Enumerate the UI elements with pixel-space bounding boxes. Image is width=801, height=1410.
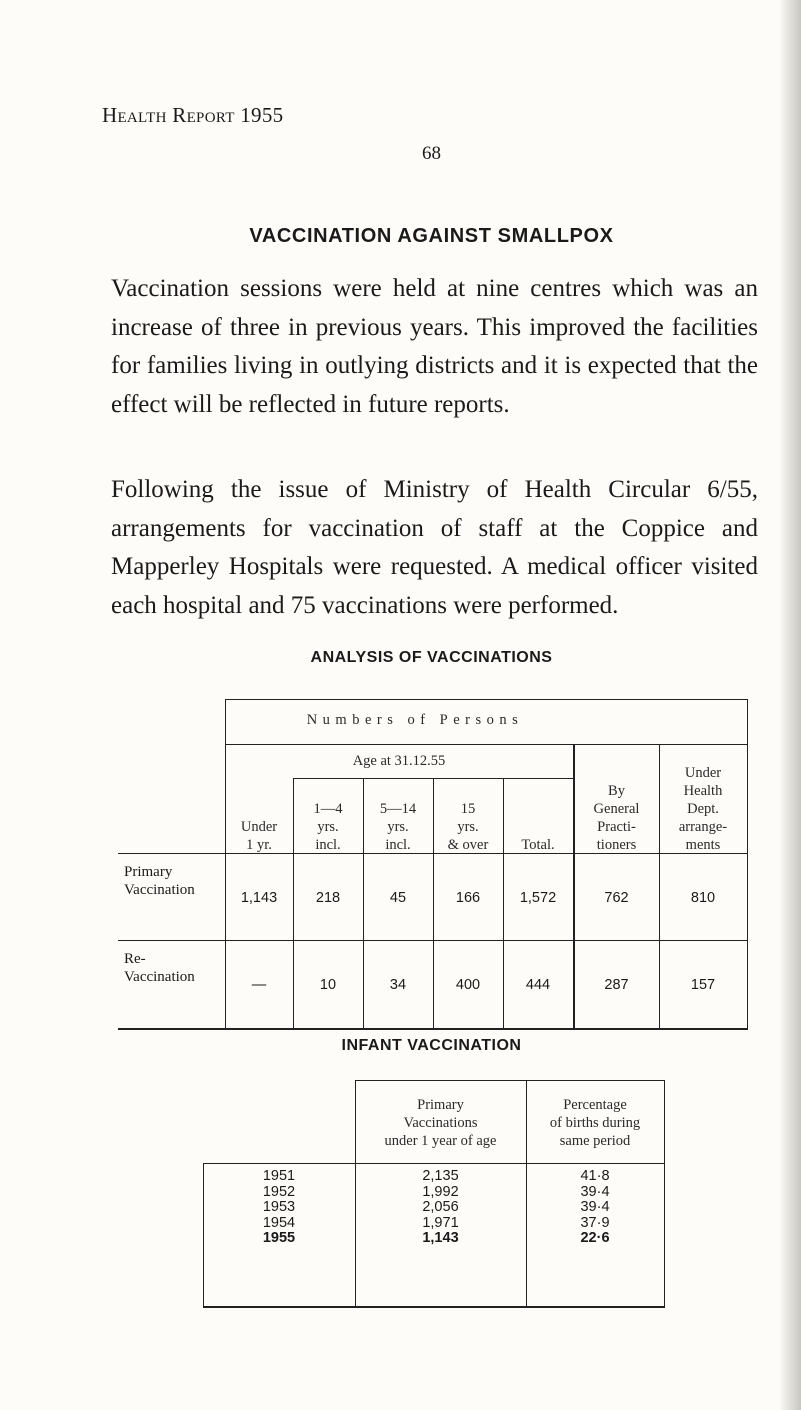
table-cell: 41·8 bbox=[580, 1168, 610, 1184]
table-cell: 39·4 bbox=[580, 1183, 610, 1200]
table-cell: 39·4 bbox=[580, 1199, 610, 1216]
age-header: Age at 31.12.55 bbox=[352, 753, 446, 769]
table-cell: 1,992 bbox=[422, 1183, 459, 1200]
table-cell: 810 bbox=[690, 890, 716, 906]
years-column bbox=[203, 1169, 355, 1247]
col-primary-vaccinations: Primary Vaccinations under 1 year of age bbox=[384, 1097, 497, 1149]
table-cell: 2,135 bbox=[422, 1168, 459, 1184]
year: 1954 bbox=[262, 1214, 296, 1231]
year: 1955 bbox=[262, 1230, 296, 1247]
year: 1952 bbox=[262, 1183, 296, 1200]
numbers-of-persons-header: Numbers of Persons bbox=[306, 712, 524, 728]
table-cell: 287 bbox=[604, 977, 629, 993]
paragraph-hospital-staff: Following the issue of Ministry of Health Circular 6/55, arrangements for vaccination of staff at the Coppice and Mapperley Hospitals were requested. A medical officer visited each hospital and 75 vaccinations were performed. bbox=[111, 476, 758, 619]
table-cell: 218 bbox=[315, 890, 341, 906]
table-cell: 2,056 bbox=[422, 1199, 459, 1216]
table-cell: 22·6 bbox=[580, 1230, 610, 1247]
row-label-primary: Primary Vaccination bbox=[124, 864, 195, 898]
page-edge-shadow bbox=[779, 0, 801, 1410]
col-5-14: 5—14 yrs. incl. bbox=[379, 801, 417, 853]
col-health-dept: Under Health Dept. arrange- ments bbox=[678, 765, 728, 853]
table-cell: 34 bbox=[389, 977, 407, 993]
table-cell: — bbox=[251, 977, 267, 993]
year: 1951 bbox=[262, 1168, 296, 1184]
infant-vaccination-table bbox=[203, 1080, 665, 1310]
col-under-1: Under 1 yr. bbox=[240, 819, 278, 853]
table-cell: 444 bbox=[525, 977, 551, 993]
analysis-title: ANALYSIS OF VACCINATIONS bbox=[310, 649, 553, 666]
vaccinations-column bbox=[355, 1169, 526, 1247]
row-label-revaccination: Re- Vaccination bbox=[124, 951, 195, 985]
col-15-over: 15 yrs. & over bbox=[447, 801, 489, 853]
table-cell: 762 bbox=[604, 890, 629, 906]
table-cell: 1,143 bbox=[422, 1230, 459, 1247]
table-cell: 45 bbox=[389, 890, 407, 906]
table-cell: 157 bbox=[690, 977, 716, 993]
page-number: 68 bbox=[422, 143, 441, 164]
table-cell: 1,143 bbox=[240, 890, 278, 906]
year: 1953 bbox=[262, 1199, 296, 1216]
infant-vaccination-title: INFANT VACCINATION bbox=[341, 1037, 522, 1054]
col-total: Total. bbox=[521, 837, 555, 853]
col-1-4: 1—4 yrs. incl. bbox=[313, 801, 343, 853]
table-cell: 400 bbox=[455, 977, 481, 993]
percentages-column bbox=[526, 1169, 664, 1247]
col-general-practitioners: By General Practi- tioners bbox=[593, 783, 640, 853]
table-cell: 1,971 bbox=[422, 1214, 459, 1231]
running-title: Health Report 1955 bbox=[102, 103, 284, 127]
table-cell: 1,572 bbox=[519, 890, 557, 906]
paragraph-vaccination-centres: Vaccination sessions were held at nine centres which was an increase of three in previous years. This improved the facilities for families living in outlying districts and it is expected that the effect will be reflected in future reports. bbox=[111, 275, 758, 418]
analysis-table bbox=[118, 678, 748, 1076]
smallpox-section-title: VACCINATION AGAINST SMALLPOX bbox=[249, 225, 614, 247]
table-cell: 37·9 bbox=[580, 1214, 610, 1231]
table-cell: 166 bbox=[455, 890, 481, 906]
table-cell: 10 bbox=[319, 977, 337, 993]
col-percentage-births: Percentage of births during same period bbox=[549, 1097, 641, 1149]
